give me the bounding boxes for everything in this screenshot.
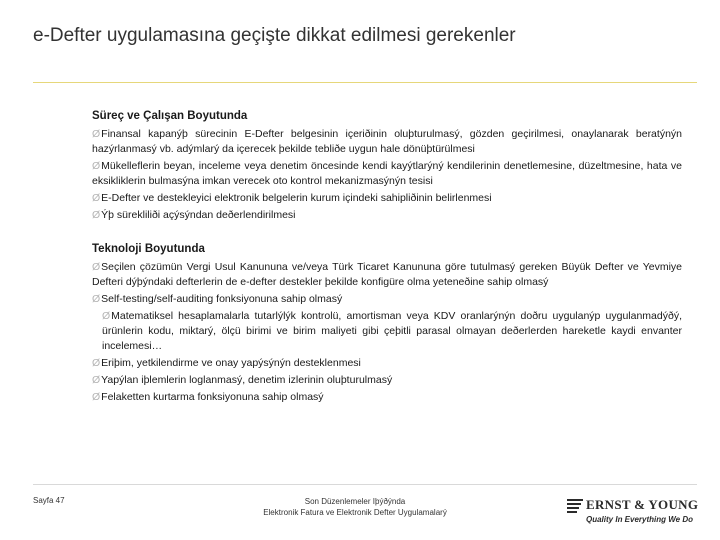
slide-title: e-Defter uygulamasına geçişte dikkat edilmesi gerekenler: [33, 25, 516, 46]
bullet-icon: Ø: [92, 391, 101, 403]
page-number: Sayfa 47: [33, 496, 65, 505]
sub-list-item: [102, 309, 682, 354]
list-item: [92, 356, 682, 371]
list-item: [92, 208, 682, 223]
list-item-text: E-Defter ve destekleyici elektronik belgelerin kurum içindeki sahipliðinin belirlenmesi: [101, 192, 492, 204]
footer-divider: [33, 484, 697, 485]
title-divider: [33, 82, 697, 83]
list-item-text: Eriþim, yetkilendirme ve onay yapýsýnýn desteklenmesi: [101, 357, 361, 369]
bullet-icon: Ø: [92, 128, 101, 140]
logo-name: ERNST & YOUNG: [586, 497, 699, 512]
bullet-icon: Ø: [92, 374, 101, 386]
footer-caption-line: Elektronik Fatura ve Elektronik Defter Uygulamalarý: [263, 508, 447, 517]
bullet-icon: Ø: [92, 357, 101, 369]
list-item-text: Yapýlan iþlemlerin loglanmasý, denetim izlerinin oluþturulmasý: [101, 374, 393, 386]
list-item: [92, 260, 682, 290]
list-item: [92, 127, 682, 157]
bullet-list: [92, 260, 682, 405]
list-item: [92, 373, 682, 388]
footer-caption: [230, 496, 480, 518]
bullet-icon: Ø: [92, 192, 101, 204]
list-item: [92, 159, 682, 189]
bullet-list: [92, 127, 682, 223]
list-item-text: Ýþ sürekliliði açýsýndan deðerlendirilmesi: [101, 209, 296, 221]
bullet-icon: Ø: [92, 261, 101, 273]
logo-mark-icon: [567, 499, 583, 513]
section-process-employee: [92, 109, 682, 225]
bullet-icon: Ø: [92, 160, 101, 172]
list-item-text: Matematiksel hesaplamalarla tutarlýlýk kontrolü, amortisman veya KDV oranlarýnýn doðru uygulanýp uygulanmadýðý, ürünlerin kodu, miktarý, ölçü birimi ve birim maliyeti gibi çeþitli parasal olmayan deðerlerden hareketle kaydi envanter incelemesi…: [102, 310, 682, 352]
footer-caption-line: Son Düzenlemeler Iþýðýnda: [304, 497, 406, 506]
list-item: [92, 191, 682, 206]
section-heading: Teknoloji Boyutunda: [92, 243, 205, 255]
list-item: [92, 390, 682, 405]
list-item-text: Self-testing/self-auditing fonksiyonuna sahip olmasý: [101, 293, 343, 305]
section-heading: Süreç ve Çalışan Boyutunda: [92, 110, 248, 122]
list-item-text: Felaketten kurtarma fonksiyonuna sahip olmasý: [101, 391, 324, 403]
list-item-text: Seçilen çözümün Vergi Usul Kanununa ve/veya Türk Ticaret Kanununa göre tutulmasý gereken Büyük Defter ve Yevmiye Defteri dýþýndaki defterlerin de e-defter destekler þekilde konfigüre olma yeteneðine sahip olmasý: [92, 261, 682, 288]
company-logo: [567, 497, 699, 529]
list-item: [92, 292, 682, 307]
bullet-icon: Ø: [102, 310, 111, 322]
section-technology: [92, 242, 682, 407]
bullet-icon: Ø: [92, 293, 101, 305]
list-item-text: Finansal kapanýþ sürecinin E-Defter belgesinin içeriðinin oluþturulmasý, gözden geçirilmesi, onaylanarak beratýnýn hazýrlanmasý vb. adýmlarý da içerecek þekilde tebliðe uygun hale dönüþtürülmesi: [92, 128, 682, 155]
logo-tagline: Quality In Everything We Do: [586, 515, 693, 524]
bullet-icon: Ø: [92, 209, 101, 221]
list-item-text: Mükelleflerin beyan, inceleme veya denetim öncesinde kendi kayýtlarýný kendilerinin denetlemesine, düzeltmesine, hata ve eksikliklerin bulmasýna imkan verecek oto kontrol mekanizmasýnýn tesisi: [92, 160, 682, 187]
